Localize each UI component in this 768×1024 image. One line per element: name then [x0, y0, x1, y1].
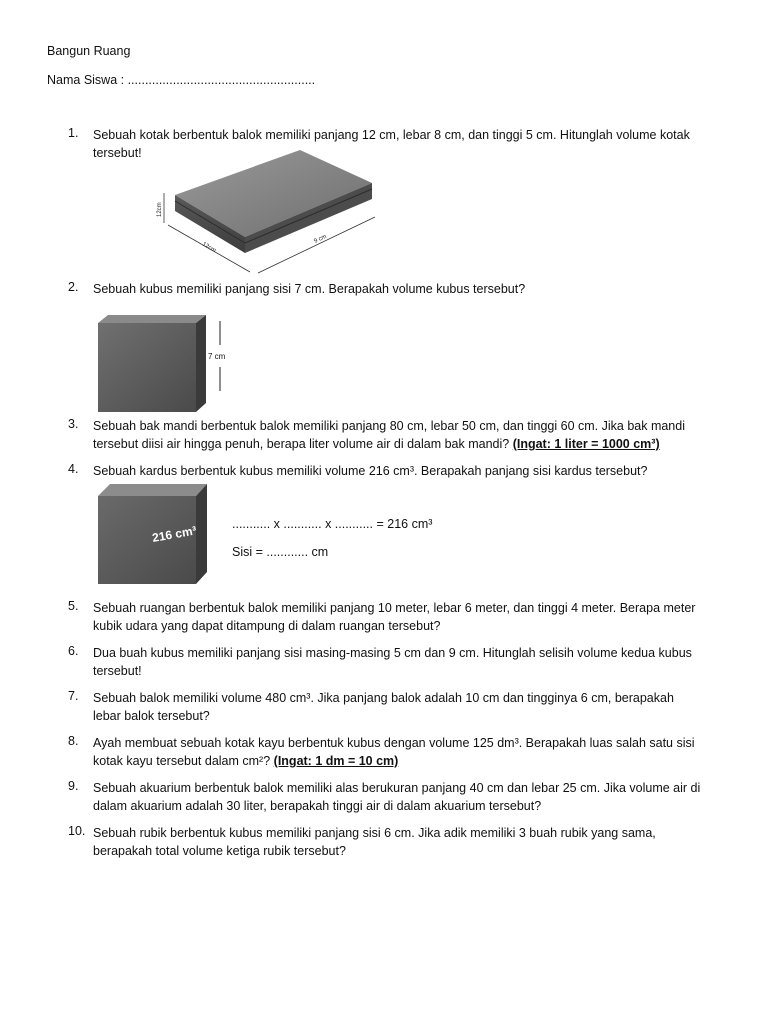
- question-number: 7.: [68, 689, 79, 703]
- question-number: 2.: [68, 280, 79, 294]
- question-6: [93, 644, 733, 680]
- question-text: Sebuah ruangan berbentuk balok memiliki panjang 10 meter, lebar 6 meter, dan tinggi 4 meter. Berapa meter: [93, 601, 696, 615]
- question-2: [93, 280, 733, 298]
- question-text: Sebuah kubus memiliki panjang sisi 7 cm. Berapakah volume kubus tersebut?: [93, 282, 526, 296]
- cube-side-face: [196, 315, 206, 412]
- length-label: 9 cm: [313, 233, 328, 245]
- cube-figure: [96, 315, 246, 415]
- cube-side-face: [196, 484, 207, 584]
- question-text: Dua buah kubus memiliki panjang sisi masing-masing 5 cm dan 9 cm. Hitunglah selisih volume kedua kubus: [93, 646, 692, 660]
- question-text: kubik udara yang dapat ditampung di dalam ruangan tersebut?: [93, 619, 441, 633]
- answer-side: Sisi = ............ cm: [232, 545, 329, 559]
- question-number: 5.: [68, 599, 79, 613]
- hint-note: (Ingat: 1 liter = 1000 cm³): [512, 437, 660, 451]
- question-text: berapakah total volume ketiga rubik tersebut?: [93, 844, 346, 858]
- question-text: lebar balok tersebut?: [93, 709, 210, 723]
- question-number: 8.: [68, 734, 79, 748]
- question-number: 10.: [68, 824, 86, 838]
- question-3: [93, 417, 733, 453]
- question-text: Sebuah bak mandi berbentuk balok memiliki panjang 80 cm, lebar 50 cm, dan tinggi 60 cm. Jika bak mandi: [93, 419, 685, 433]
- question-text: Sebuah akuarium berbentuk balok memiliki alas berukuran panjang 40 cm dan lebar 25 cm. Jika volume air di: [93, 781, 701, 795]
- question-text: Ayah membuat sebuah kotak kayu berbentuk kubus dengan volume 125 dm³. Berapakah luas salah satu sisi: [93, 736, 695, 750]
- cube-volume-figure: [96, 484, 211, 586]
- question-number: 4.: [68, 462, 79, 476]
- question-text: Sebuah balok memiliki volume 480 cm³. Jika panjang balok adalah 10 cm dan tingginya 6 cm, berapakah: [93, 691, 674, 705]
- question-text: Sebuah rubik berbentuk kubus memiliki panjang sisi 6 cm. Jika adik memiliki 3 buah rubik yang sama,: [93, 826, 656, 840]
- cube-top-face: [98, 484, 207, 496]
- question-number: 1.: [68, 126, 79, 140]
- student-name-field: Nama Siswa : ......................................................: [47, 73, 316, 87]
- question-5: [93, 599, 733, 635]
- question-text: tersebut diisi air hingga penuh, berapa liter volume air di dalam bak mandi?: [93, 437, 510, 451]
- question-4: [93, 462, 733, 480]
- question-9: [93, 779, 733, 815]
- question-text: Sebuah kardus berbentuk kubus memiliki volume 216 cm³. Berapakah panjang sisi kardus tersebut?: [93, 464, 648, 478]
- question-text: Sebuah kotak berbentuk balok memiliki panjang 12 cm, lebar 8 cm, dan tinggi 5 cm. Hitunglah volume kotak: [93, 128, 690, 142]
- question-number: 9.: [68, 779, 79, 793]
- question-text: dalam akuarium adalah 30 liter, berapakah tinggi air di dalam akuarium tersebut?: [93, 799, 542, 813]
- question-text: tersebut!: [93, 146, 142, 160]
- answer-equation: ........... x ........... x ........... = 216 cm³: [232, 517, 433, 531]
- side-label: 7 cm: [208, 352, 226, 361]
- question-7: [93, 689, 733, 725]
- question-number: 6.: [68, 644, 79, 658]
- cube-volume-label: 216 cm³: [151, 523, 198, 545]
- box-figure: [150, 145, 380, 280]
- question-10: [93, 824, 733, 860]
- height-label: 12cm: [157, 202, 163, 217]
- question-8: [93, 734, 733, 770]
- cube-front-face: [98, 323, 196, 412]
- question-number: 3.: [68, 417, 79, 431]
- question-text: kotak kayu tersebut dalam cm²?: [93, 754, 271, 768]
- worksheet-title: Bangun Ruang: [47, 44, 131, 58]
- question-text: tersebut!: [93, 664, 142, 678]
- width-label: 12cm: [201, 241, 217, 255]
- hint-note: (Ingat: 1 dm = 10 cm): [273, 754, 399, 768]
- cube-top-face: [98, 315, 206, 323]
